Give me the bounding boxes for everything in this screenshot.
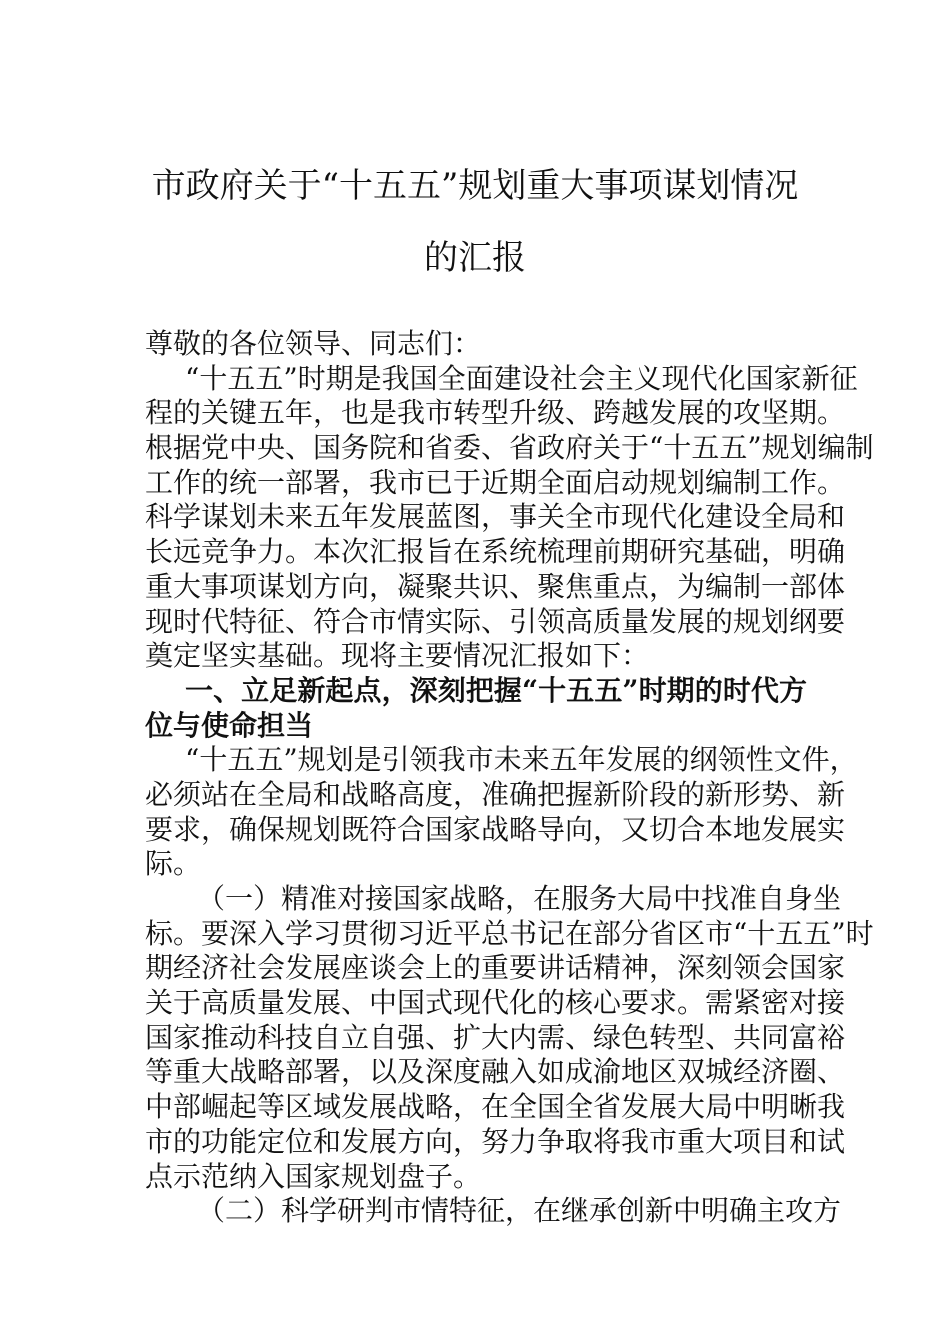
salutation bbox=[145, 327, 807, 362]
text-line: 要求，确保规划既符合国家战略导向，又切合本地发展实 bbox=[145, 812, 846, 846]
text-line: 重大事项谋划方向，凝聚共识、聚焦重点，为编制一部体 bbox=[145, 569, 846, 603]
text-line: 国家推动科技自立自强、扩大内需、绿色转型、共同富裕 bbox=[145, 1020, 846, 1054]
text-line: 点示范纳入国家规划盘子。 bbox=[145, 1159, 482, 1193]
text-line: 关于高质量发展、中国式现代化的核心要求。需紧密对接 bbox=[145, 986, 846, 1020]
text-line: 中部崛起等区域发展战略，在全国全省发展大局中明晰我 bbox=[145, 1090, 846, 1124]
text-line: 一、立足新起点，深刻把握“十五五”时期的时代方 bbox=[185, 673, 807, 707]
section-heading bbox=[145, 674, 807, 743]
text-line: （二）科学研判市情特征，在继承创新中明确主攻方 bbox=[197, 1194, 842, 1228]
text-line: 期经济社会发展座谈会上的重要讲话精神，深刻领会国家 bbox=[145, 951, 846, 985]
paragraph bbox=[145, 882, 874, 1194]
document-body bbox=[145, 327, 874, 1229]
text-line: 尊敬的各位领导、同志们： bbox=[145, 327, 482, 360]
text-line: 根据党中央、国务院和省委、省政府关于“十五五”规划编制 bbox=[145, 431, 874, 465]
paragraph bbox=[145, 743, 858, 882]
text-line: 工作的统一部署，我市已于近期全面启动规划编制工作。 bbox=[145, 465, 846, 499]
text-line: （一）精准对接国家战略，在服务大局中找准自身坐 bbox=[197, 882, 842, 915]
text-line: 际。 bbox=[145, 847, 202, 881]
text-line: 等重大战略部署，以及深度融入如成渝地区双城经济圈、 bbox=[145, 1055, 846, 1089]
text-line: “十五五”规划是引领我市未来五年发展的纲领性文件， bbox=[185, 743, 858, 777]
paragraph bbox=[145, 1194, 842, 1229]
document-title-line-1: 市政府关于“十五五”规划重大事项谋划情况 bbox=[151, 166, 799, 206]
text-line: 标。要深入学习贯彻习近平总书记在部分省区市“十五五”时 bbox=[145, 916, 874, 950]
text-line: “十五五”时期是我国全面建设社会主义现代化国家新征 bbox=[185, 361, 858, 395]
text-line: 必须站在全局和战略高度，准确把握新阶段的新形势、新 bbox=[145, 777, 846, 811]
text-line: 长远竞争力。本次汇报旨在系统梳理前期研究基础，明确 bbox=[145, 535, 846, 569]
paragraph bbox=[145, 361, 874, 674]
text-line: 位与使命担当 bbox=[145, 708, 314, 742]
document-title-line-2: 的汇报 bbox=[424, 238, 526, 278]
text-line: 科学谋划未来五年发展蓝图，事关全市现代化建设全局和 bbox=[145, 500, 846, 534]
text-line: 市的功能定位和发展方向，努力争取将我市重大项目和试 bbox=[145, 1124, 846, 1158]
text-line: 程的关键五年，也是我市转型升级、跨越发展的攻坚期。 bbox=[145, 396, 846, 430]
text-line: 奠定坚实基础。现将主要情况汇报如下： bbox=[145, 639, 650, 673]
text-line: 现时代特征、符合市情实际、引领高质量发展的规划纲要 bbox=[145, 604, 846, 638]
